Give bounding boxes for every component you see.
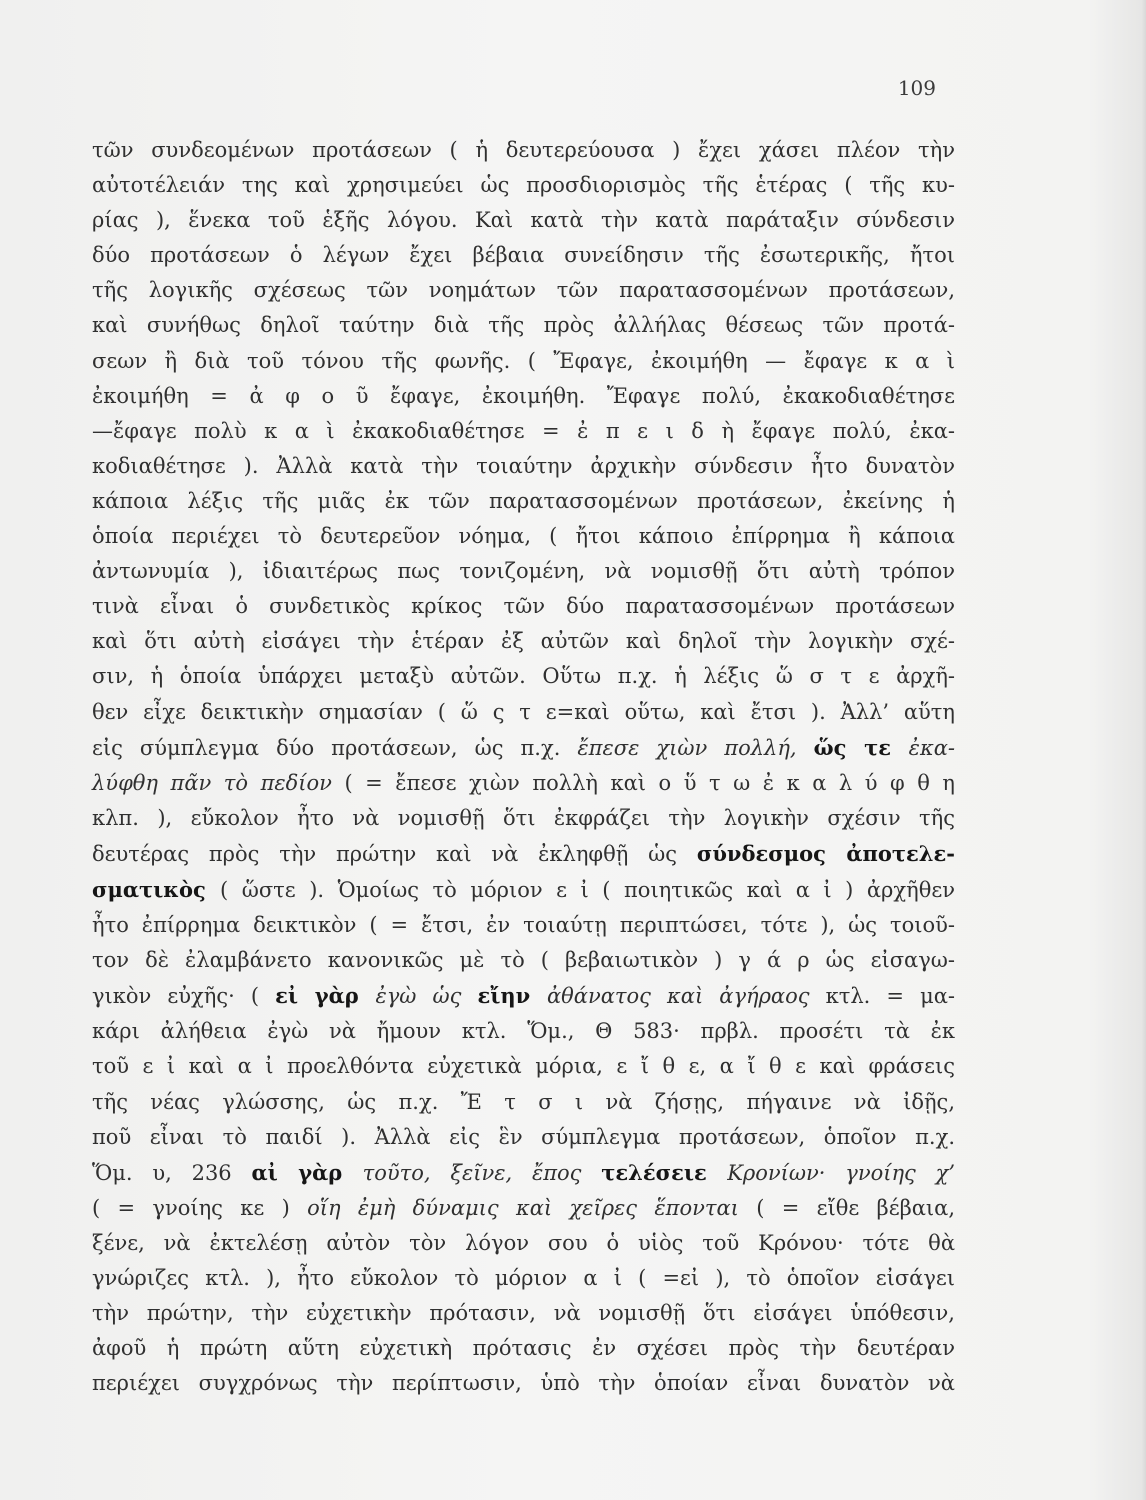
italic-phrase: λύφθη πᾶν τὸ πεδίον [92,770,345,795]
italic-phrase: ἔπεσε χιὼν πολλή, [577,735,814,760]
italic-phrase: Κρονίων· γνοίης χ’ [727,1160,955,1185]
text-line: ἐκοιμήθη = ἀ φ ο ῦ ἔφαγε, ἐκοιμήθη. Ἔφαγε πολύ, ἐκακοδιαθέτησε [92,383,955,408]
text-line [92,730,955,766]
text-line: —ἔφαγε πολὺ κ α ὶ ἐκακοδιαθέτησε = ἐ π ε ι δ ὴ ἔφαγε πολύ, ἐκα- [92,418,955,443]
text-line [92,872,955,908]
page-number: 109 [897,76,936,100]
text-line: κοδιαθέτησε ). Ἀλλὰ κατὰ τὴν τοιαύτην ἀρχικὴν σύνδεσιν ἦτο δυνατὸν [92,453,955,478]
text-line: τῆς νέας γλώσσης, ὡς π.χ. Ἔ τ σ ι νὰ ζήσῃς, πήγαινε νὰ ἰδῇς, [92,1089,955,1114]
text-run: ( = γνοίης κε ) [92,1195,308,1220]
italic-phrase: τοῦτο, ξεῖνε, ἔπος [362,1160,602,1185]
text-line: τῶν συνδεομένων προτάσεων ( ἡ δευτερεύουσα ) ἔχει χάσει πλέον τὴν [92,138,955,162]
italic-phrase: ἐγὼ ὡς [375,984,478,1009]
text-line [92,1191,955,1226]
text-line: τῆς λογικῆς σχέσεως τῶν νοημάτων τῶν παρατασσομένων προτάσεων, [92,278,955,303]
bold-phrase: σματικὸς [92,876,220,902]
text-line: τινὰ εἶναι ὁ συνδετικὸς κρίκος τῶν δύο παρατασσομένων προτάσεων [92,594,955,619]
text-line: αὐτοτέλειάν της καὶ χρησιμεύει ὡς προσδιορισμὸς τῆς ἑτέρας ( τῆς κυ- [92,173,955,198]
text-line: ρίας ), ἕνεκα τοῦ ἑξῆς λόγου. Καὶ κατὰ τὴν κατὰ παράταξιν σύνδεσιν [92,208,955,233]
text-run: κτλ. = μα- [825,984,955,1009]
text-line: ἀφοῦ ἡ πρώτη αὕτη εὐχετικὴ πρότασις ἐν σχέσει πρὸς τὴν δευτέραν [92,1336,955,1361]
text-line: καὶ ὅτι αὐτὴ εἰσάγει τὴν ἑτέραν ἐξ αὐτῶν καὶ δηλοῖ τὴν λογικὴν σχέ- [92,629,955,654]
text-line [92,1155,955,1191]
text-line: ὁποία περιέχει τὸ δευτερεῦον νόημα, ( ἤτοι κάποιο ἐπίρρημα ἢ κάποια [92,524,955,549]
body-text [92,133,955,1401]
text-run: Ὅμ. υ, 236 [92,1160,252,1185]
text-line: θεν εἶχε δεικτικὴν σημασίαν ( ὥ ς τ ε=καὶ οὕτω, καὶ ἔτσι ). Ἀλλ’ αὕτη [92,699,955,724]
text-line: κάρι ἀλήθεια ἐγὼ νὰ ἤμουν κτλ. Ὅμ., Θ 583· πρβλ. προσέτι τὰ ἐκ [92,1019,955,1044]
text-run: γικὸν εὐχῆς· ( [92,984,276,1009]
text-line [92,978,955,1014]
italic-phrase: οἵη ἐμὴ δύναμις καὶ χεῖρες ἕπονται [307,1195,757,1220]
bold-phrase: σύνδεσμος ἀποτελε- [696,840,955,866]
text-run: ( = ἔπεσε χιὼν πολλὴ καὶ ο ὕ τ ω ἐ κ α λ ύ φ θ η [344,770,955,795]
italic-phrase: ἀθάνατος καὶ ἀγήραος [546,984,826,1009]
text-line: δύο προτάσεων ὁ λέγων ἔχει βέβαια συνείδησιν τῆς ἐσωτερικῆς, ἤτοι [92,243,955,268]
text-line: σεων ἢ διὰ τοῦ τόνου τῆς φωνῆς. ( Ἔφαγε, ἐκοιμήθη — ἔφαγε κ α ὶ [92,348,955,373]
text-line: ἦτο ἐπίρρημα δεικτικὸν ( = ἔτσι, ἐν τοιαύτῃ περιπτώσει, τότε ), ὡς τοιοῦ- [92,913,955,938]
bold-phrase: αἰ γὰρ [251,1159,363,1185]
text-line: σιν, ἡ ὁποία ὑπάρχει μεταξὺ αὐτῶν. Οὕτω π.χ. ἡ λέξις ὥ σ τ ε ἀρχῆ- [92,664,955,689]
text-run: ( ὥστε ). Ὁμοίως τὸ μόριον ε ἰ ( ποιητικῶς καὶ α ἰ ) ἀρχῆθεν [220,877,955,902]
bold-phrase: τελέσειε [601,1159,728,1185]
text-line: περιέχει συγχρόνως τὴν περίπτωσιν, ὑπὸ τὴν ὁποίαν εἶναι δυνατὸν νὰ [92,1371,955,1396]
text-line: ποῦ εἶναι τὸ παιδί ). Ἀλλὰ εἰς ἓν σύμπλεγμα προτάσεων, ὁποῖον π.χ. [92,1124,955,1149]
italic-phrase: ἐκα- [908,735,955,760]
text-run: ( = εἴθε βέβαια, [756,1195,955,1220]
bold-phrase: ὥς τε [813,734,909,760]
text-line: τον δὲ ἐλαμβάνετο κανονικῶς μὲ τὸ ( βεβαιωτικὸν ) γ ά ρ ὡς εἰσαγω- [92,948,955,973]
text-line [92,766,955,801]
text-line [92,836,955,872]
text-line: ξένε, νὰ ἐκτελέσῃ αὐτὸν τὸν λόγον σου ὁ υἱὸς τοῦ Κρόνου· τότε θὰ [92,1230,955,1255]
text-line: γνώριζες κτλ. ), ἦτο εὔκολον τὸ μόριον α ἰ ( =εἰ ), τὸ ὁποῖον εἰσάγει [92,1266,955,1290]
text-run: δευτέρας πρὸς τὴν πρώτην καὶ νὰ ἐκληφθῇ ὡς [92,841,697,866]
text-line: καὶ συνήθως δηλοῖ ταύτην διὰ τῆς πρὸς ἀλλήλας θέσεως τῶν προτά- [92,313,955,338]
bold-phrase: εἴην [477,983,547,1009]
text-run: εἰς σύμπλεγμα δύο προτάσεων, ὡς π.χ. [92,735,578,760]
bold-phrase: εἰ γὰρ [275,983,376,1009]
text-line: κλπ. ), εὔκολον ἦτο νὰ νομισθῇ ὅτι ἐκφράζει τὴν λογικὴν σχέσιν τῆς [92,805,955,830]
text-line: κάποια λέξις τῆς μιᾶς ἐκ τῶν παρατασσομένων προτάσεων, ἐκείνης ἡ [92,488,955,513]
text-line: τοῦ ε ἰ καὶ α ἰ προελθόντα εὐχετικὰ μόρια, ε ἴ θ ε, α ἴ θ ε καὶ φράσεις [92,1054,955,1079]
text-line: ἀντωνυμία ), ἰδιαιτέρως πως τονιζομένη, νὰ νομισθῇ ὅτι αὐτὴ τρόπον [92,559,955,584]
text-line: τὴν πρώτην, τὴν εὐχετικὴν πρότασιν, νὰ νομισθῇ ὅτι εἰσάγει ὑπόθεσιν, [92,1301,955,1326]
